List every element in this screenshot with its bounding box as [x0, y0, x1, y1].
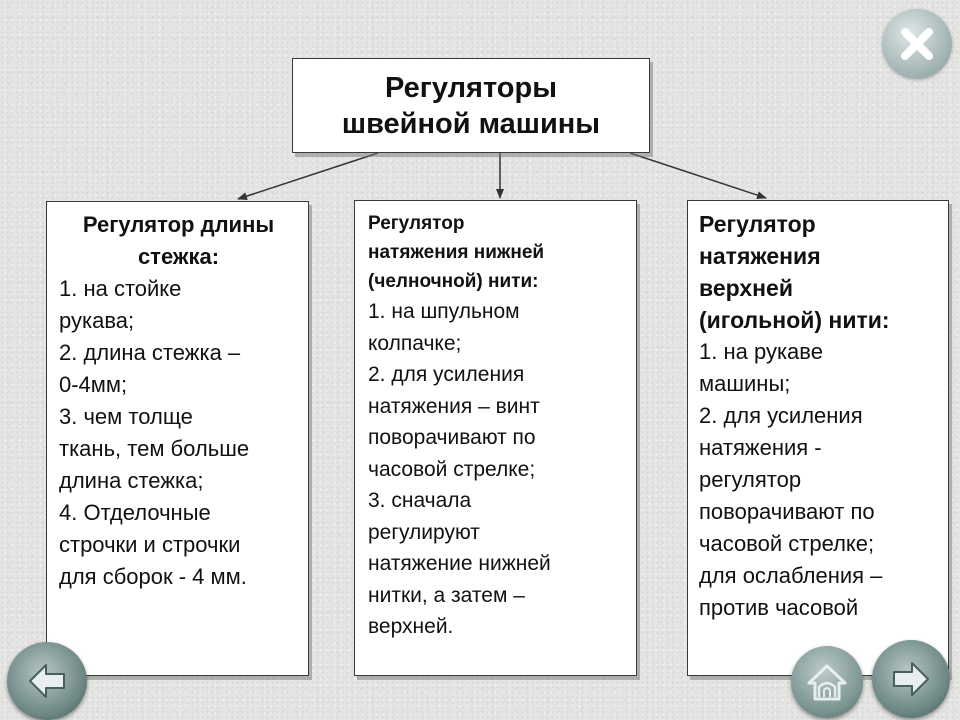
box-text-line: 3. чем толще: [59, 404, 193, 429]
box-text-line: длина стежка;: [59, 468, 204, 493]
diagram-title-box: [292, 58, 650, 153]
box-text-line: регулятор: [699, 467, 802, 492]
box-text-line: натяжения -: [699, 435, 822, 460]
back-button[interactable]: [7, 642, 87, 720]
close-button[interactable]: [882, 9, 952, 79]
box-text-line: машины;: [699, 371, 791, 396]
box-text-line: 4. Отделочные: [59, 500, 211, 525]
arrow-to-right-box: [630, 153, 766, 198]
box-text-line: для ослабления –: [699, 563, 883, 588]
box-heading-line: верхней: [699, 275, 793, 301]
home-icon: [805, 661, 849, 703]
home-button[interactable]: [791, 646, 863, 718]
box-heading-line: Регулятор: [699, 211, 816, 237]
box-text-line: 1. на шпульном: [368, 300, 520, 323]
box-text-line: натяжение нижней: [368, 552, 551, 575]
box-text-line: 0-4мм;: [59, 372, 128, 397]
stitch-length-regulator-box: [46, 201, 309, 676]
box-text-line: 3. сначала: [368, 489, 472, 512]
box-text-line: колпачке;: [368, 331, 462, 355]
box-text-line: строчки и строчки: [59, 532, 241, 557]
box-text-line: 2. длина стежка –: [59, 340, 241, 365]
box-text-line: верхней.: [368, 615, 454, 638]
box-text-line: 1. на стойке: [59, 276, 182, 301]
box-heading-line: (игольной) нити:: [699, 307, 890, 333]
box-text-line: натяжения – винт: [368, 394, 540, 418]
forward-button[interactable]: [872, 640, 950, 718]
box-heading-line: натяжения нижней: [368, 242, 545, 263]
close-icon: [897, 24, 937, 64]
box-text-line: для сборок - 4 мм.: [59, 564, 247, 589]
box-text-line: 2. для усиления: [368, 363, 525, 386]
box-text-line: часовой стрелке;: [368, 457, 536, 481]
box-text-line: 2. для усиления: [699, 403, 863, 428]
lower-thread-tension-box: [354, 200, 637, 676]
box-heading-line: Регулятор: [368, 213, 465, 234]
title-line-1: Регуляторы: [385, 71, 557, 104]
arrow-left-icon: [26, 661, 68, 701]
box-text-line: часовой стрелке;: [699, 531, 875, 556]
box-text-line: поворачивают по: [699, 499, 875, 524]
box-heading-line: стежка:: [137, 244, 220, 269]
box-text-line: ткань, тем больше: [59, 436, 250, 461]
box-text-line: против часовой: [699, 595, 859, 620]
title-line-2: швейной машины: [341, 107, 601, 140]
box-heading-line: натяжения: [699, 243, 821, 269]
box-text-line: поворачивают по: [368, 426, 536, 449]
box-text-line: рукава;: [59, 308, 135, 333]
box-heading-line: Регулятор длины: [82, 212, 275, 237]
box-text-line: регулируют: [368, 520, 480, 544]
upper-thread-tension-box: [687, 200, 949, 676]
box-text-line: нитки, а затем –: [368, 583, 525, 607]
box-text-line: 1. на рукаве: [699, 339, 823, 364]
arrow-to-left-box: [238, 153, 378, 199]
box-heading-line: (челночной) нити:: [368, 271, 539, 292]
arrow-right-icon: [890, 659, 932, 699]
